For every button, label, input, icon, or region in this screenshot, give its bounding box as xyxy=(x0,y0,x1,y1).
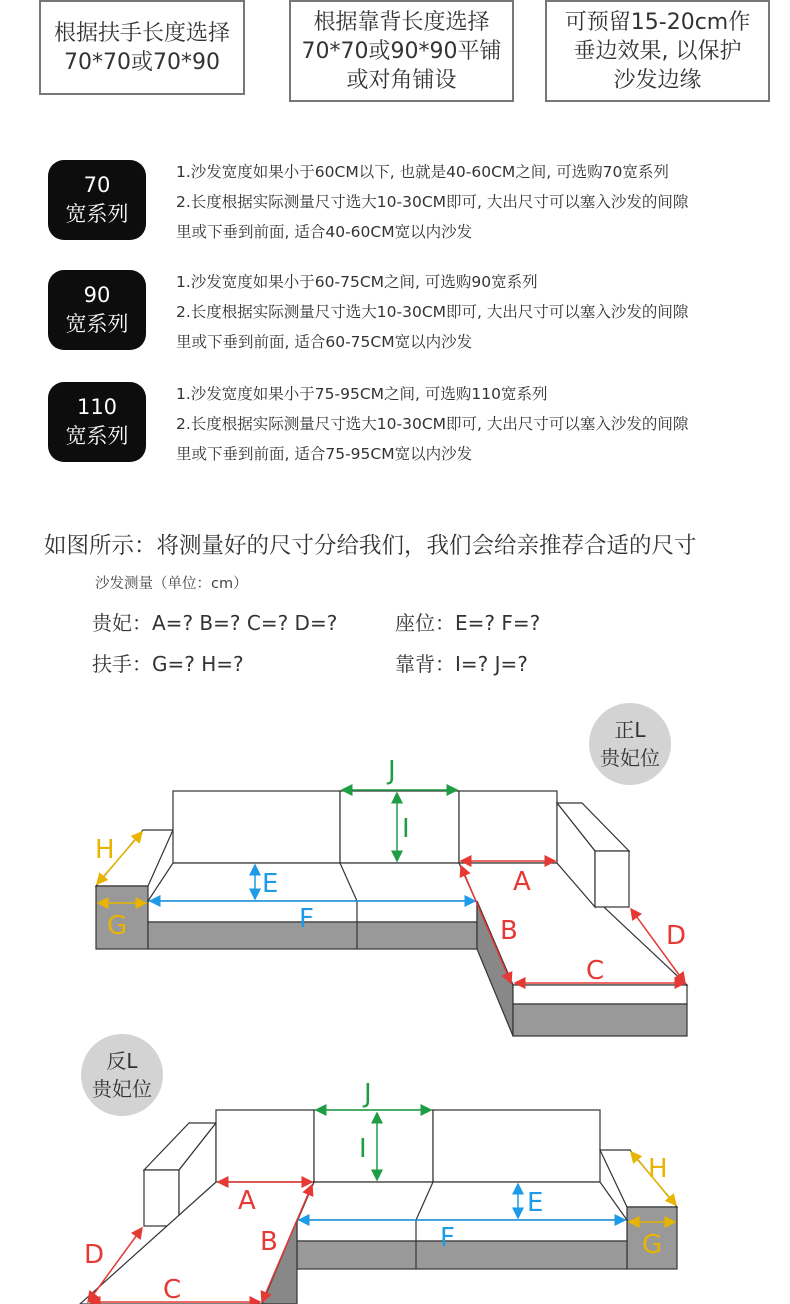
sofa-diagram-left-l xyxy=(0,1070,790,1304)
dim-h-label: H xyxy=(95,835,115,865)
desc-line: 2.长度根据实际测量尺寸选大10-30CM即可, 大出尺寸可以塞入沙发的间隙 xyxy=(176,193,689,211)
dim-j-label: J xyxy=(388,756,396,786)
series-badge-110 xyxy=(48,382,146,462)
series-description-70 xyxy=(176,157,776,247)
tip-box-backrest xyxy=(289,0,514,102)
dim-a-label: A xyxy=(513,867,531,897)
measure-unit-note: 沙发测量（单位：cm） xyxy=(95,576,248,592)
dim-i-label: I xyxy=(402,814,410,844)
desc-line: 1.沙发宽度如果小于60CM以下, 也就是40-60CM之间, 可选购70宽系列 xyxy=(176,163,669,181)
series-description-110 xyxy=(176,379,776,469)
dim-i-label: I xyxy=(359,1134,367,1164)
desc-line: 1.沙发宽度如果小于75-95CM之间, 可选购110宽系列 xyxy=(176,385,548,403)
circle-line: 反L xyxy=(106,1049,138,1073)
desc-line: 里或下垂到前面, 适合40-60CM宽以内沙发 xyxy=(176,223,473,241)
dim-c-label: C xyxy=(163,1275,182,1304)
circle-line: 正L xyxy=(614,718,646,742)
sofa-outline xyxy=(96,791,687,1036)
badge-number: 70 xyxy=(83,173,111,197)
desc-line: 里或下垂到前面, 适合60-75CM宽以内沙发 xyxy=(176,333,473,351)
dim-f-label: F xyxy=(440,1223,455,1253)
dim-h-label: H xyxy=(648,1154,668,1184)
desc-line: 里或下垂到前面, 适合75-95CM宽以内沙发 xyxy=(176,445,473,463)
badge-label: 宽系列 xyxy=(65,312,129,336)
tip-line: 垂边效果, 以保护 xyxy=(573,38,742,64)
tip-box-armrest xyxy=(39,0,245,95)
desc-line: 2.长度根据实际测量尺寸选大10-30CM即可, 大出尺寸可以塞入沙发的间隙 xyxy=(176,303,689,321)
measure-seat: 座位：E=? F=? xyxy=(395,611,541,635)
series-badge-90 xyxy=(48,270,146,350)
dim-f-label: F xyxy=(299,904,314,934)
dim-c-label: C xyxy=(586,956,605,986)
series-description-90 xyxy=(176,267,776,357)
dim-j-label: J xyxy=(364,1079,372,1109)
tip-line: 根据扶手长度选择 xyxy=(53,20,230,46)
measure-backrest: 靠背：I=? J=? xyxy=(395,652,528,676)
dim-e-label: E xyxy=(527,1188,544,1218)
badge-number: 90 xyxy=(83,283,111,307)
tip-box-edge xyxy=(545,0,770,102)
tip-line: 70*70或90*90平铺 xyxy=(301,38,502,64)
tip-line: 或对角铺设 xyxy=(346,67,457,93)
badge-number: 110 xyxy=(76,395,118,419)
dim-d-label: D xyxy=(666,921,687,951)
tip-line: 70*70或70*90 xyxy=(64,49,220,75)
tip-line: 根据靠背长度选择 xyxy=(313,9,490,35)
tip-line: 可预留15-20cm作 xyxy=(564,9,751,35)
dim-a-label: A xyxy=(238,1186,256,1216)
dim-b-label: B xyxy=(500,916,518,946)
measure-chaise: 贵妃：A=? B=? C=? D=? xyxy=(92,611,338,635)
circle-line: 贵妃位 xyxy=(92,1077,152,1101)
desc-line: 1.沙发宽度如果小于60-75CM之间, 可选购90宽系列 xyxy=(176,273,538,291)
measure-armrest: 扶手：G=? H=? xyxy=(92,652,244,676)
badge-label: 宽系列 xyxy=(65,424,129,448)
badge-label: 宽系列 xyxy=(65,202,129,226)
tip-line: 沙发边缘 xyxy=(613,67,702,93)
series-badge-70 xyxy=(48,160,146,240)
dim-b-label: B xyxy=(260,1227,278,1257)
circle-line: 贵妃位 xyxy=(600,746,660,770)
measure-instruction: 如图所示：将测量好的尺寸分给我们，我们会给亲推荐合适的尺寸 xyxy=(44,533,697,559)
desc-line: 2.长度根据实际测量尺寸选大10-30CM即可, 大出尺寸可以塞入沙发的间隙 xyxy=(176,415,689,433)
dim-g-label: G xyxy=(107,911,128,941)
dim-d-label: D xyxy=(84,1240,105,1270)
dim-e-label: E xyxy=(262,869,279,899)
sofa-diagram-right-l xyxy=(0,740,790,1050)
dim-g-label: G xyxy=(642,1230,663,1260)
